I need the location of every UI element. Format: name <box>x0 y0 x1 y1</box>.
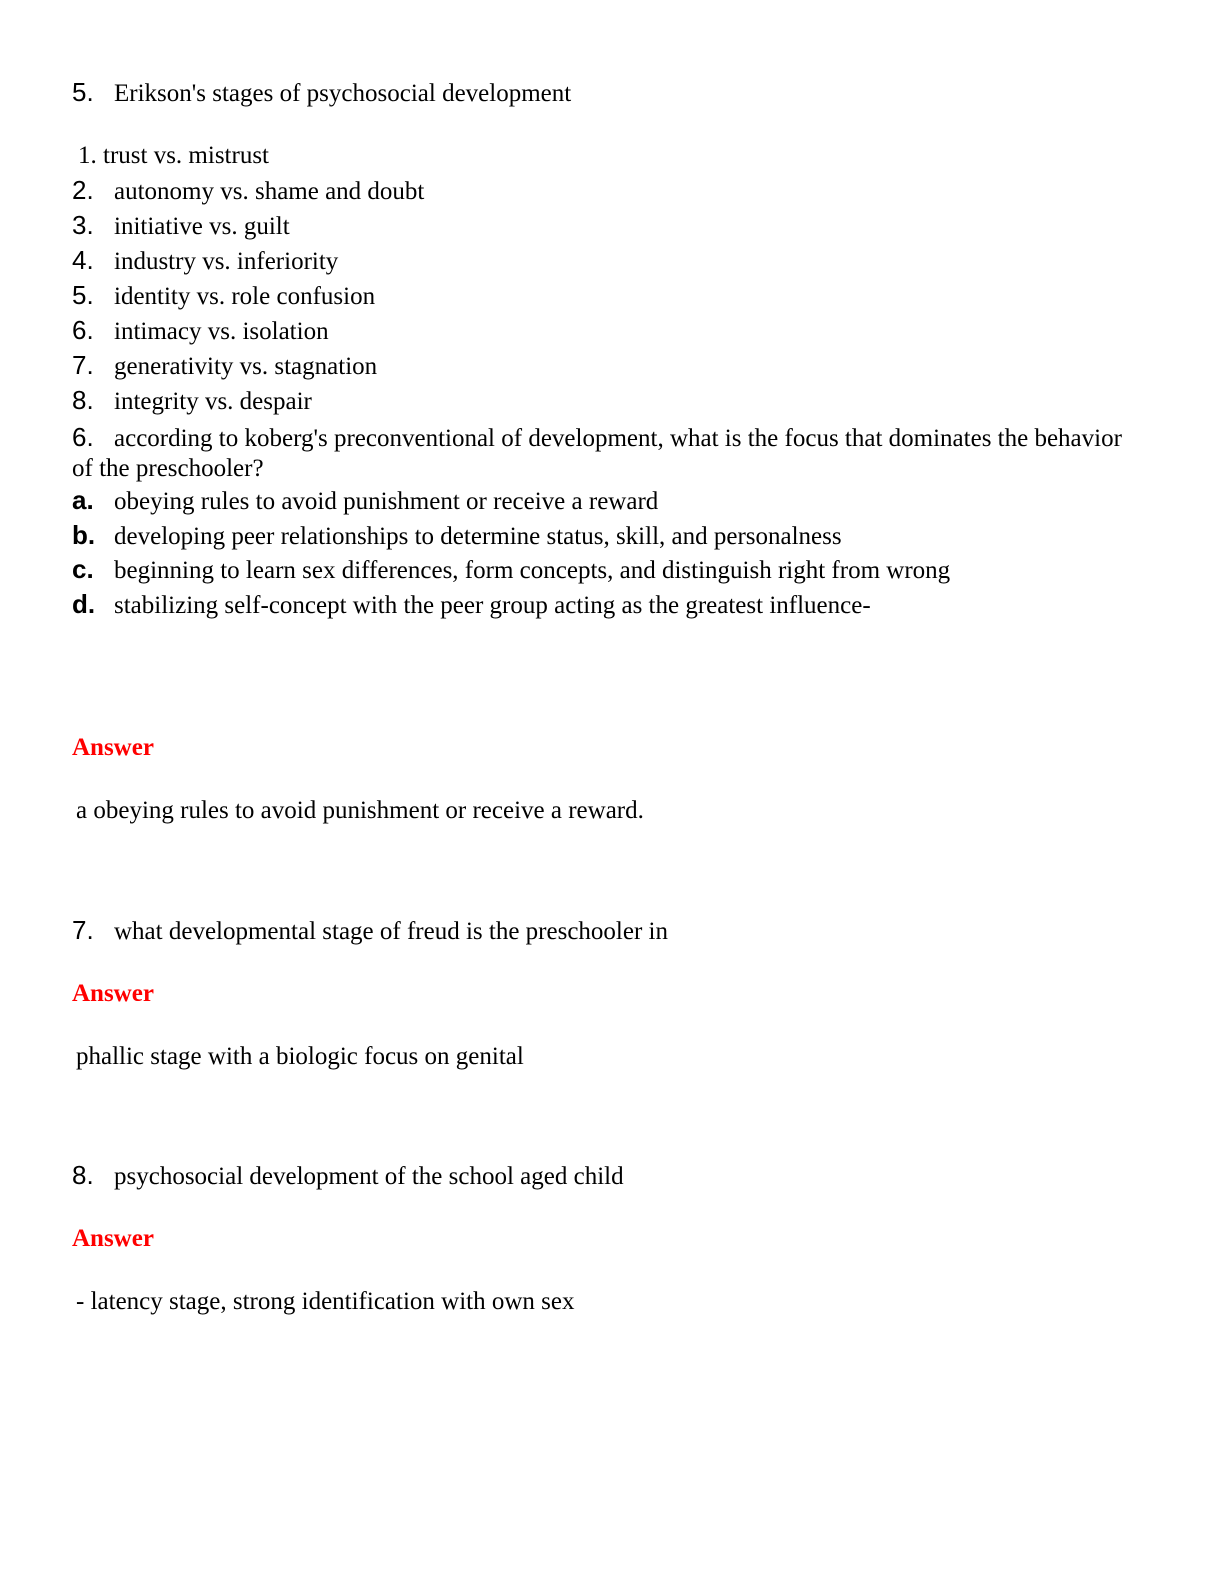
q5-item-6: 6. intimacy vs. isolation <box>72 315 329 345</box>
q8-answer-text: - latency stage, strong identification with own sex <box>76 1288 575 1315</box>
q6-question <box>72 422 1132 484</box>
q5-number: 5. <box>72 77 94 107</box>
q8-question <box>72 1160 624 1192</box>
q7-answer-text: phallic stage with a biologic focus on genital <box>76 1043 524 1070</box>
q6-option-a: a. obeying rules to avoid punishment or receive a reward <box>72 485 659 515</box>
q7-question-text: what developmental stage of freud is the preschooler in <box>114 918 668 945</box>
q7-number: 7. <box>72 915 94 945</box>
q7-question <box>72 915 668 947</box>
q8-question-text: psychosocial development of the school aged child <box>114 1163 624 1190</box>
q5-item-1: 1. trust vs. mistrust <box>78 142 269 169</box>
q6-number: 6. <box>72 422 94 452</box>
q5-item-8: 8. integrity vs. despair <box>72 385 312 415</box>
q5-heading <box>72 77 571 109</box>
q6-answer-label: Answer <box>72 734 154 761</box>
q6-answer-text: a obeying rules to avoid punishment or receive a reward. <box>76 797 644 824</box>
q6-option-c: c. beginning to learn sex differences, form concepts, and distinguish right from wrong <box>72 554 951 584</box>
q6-option-d: d. stabilizing self-concept with the peer group acting as the greatest influence- <box>72 589 871 619</box>
q6-question-text: according to koberg's preconventional of development, what is the focus that dominates the behavior of the preschooler? <box>72 425 1122 482</box>
q5-item-3: 3. initiative vs. guilt <box>72 210 290 240</box>
q7-answer-label: Answer <box>72 980 154 1007</box>
q5-title: Erikson's stages of psychosocial development <box>114 80 572 107</box>
q5-item-2: 2. autonomy vs. shame and doubt <box>72 175 425 205</box>
q8-answer-label: Answer <box>72 1225 154 1252</box>
q5-item-5: 5. identity vs. role confusion <box>72 280 376 310</box>
q8-number: 8. <box>72 1160 94 1190</box>
q5-item-7: 7. generativity vs. stagnation <box>72 350 378 380</box>
q5-item-4: 4. industry vs. inferiority <box>72 245 339 275</box>
q6-option-b: b. developing peer relationships to determine status, skill, and personalness <box>72 520 842 550</box>
